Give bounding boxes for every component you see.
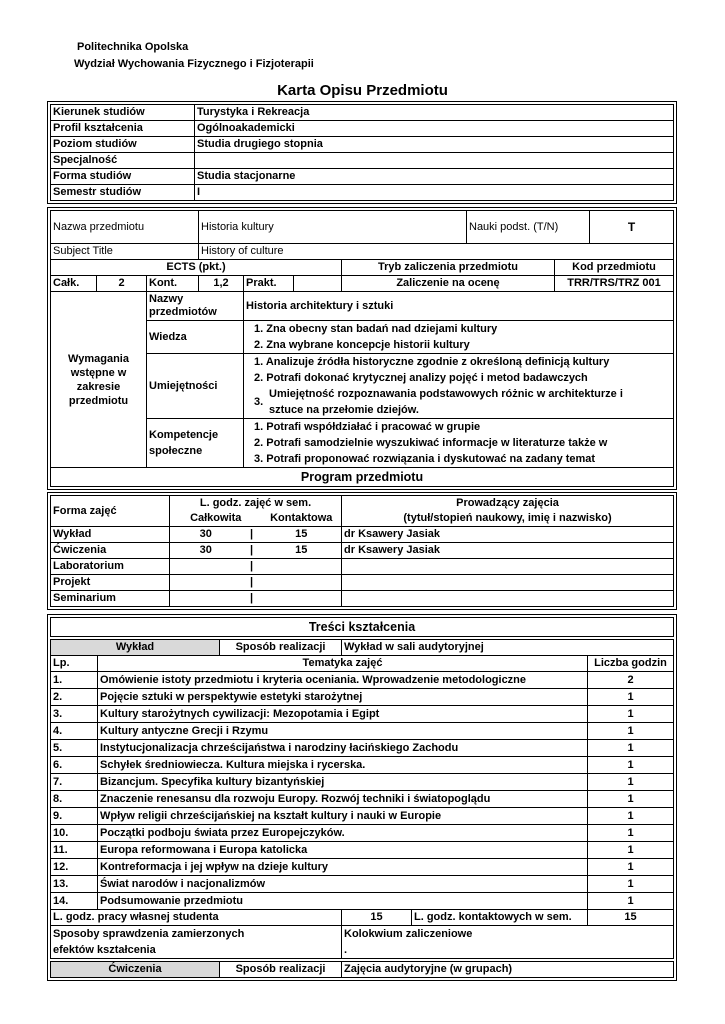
study-info-row [51, 169, 674, 185]
topic-title: Kultury antyczne Grecji i Rzymu [98, 723, 588, 740]
basic-science-value: T [590, 211, 674, 244]
lecture-method-label: Sposób realizacji [220, 640, 342, 656]
col-lp: Lp. [51, 656, 98, 672]
study-info-value: I [195, 185, 674, 201]
prereq-skills-label: Umiejętności [147, 354, 244, 419]
topic-lp: 5. [51, 740, 98, 757]
forms-row-total [170, 575, 242, 591]
prereq-skills-list [244, 354, 674, 419]
faculty-name: Wydział Wychowania Fizycznego i Fizjoterapii [74, 58, 314, 70]
study-info-row [51, 185, 674, 201]
forms-row-total: 30 [170, 527, 242, 543]
ects-cont-label: Kont. [147, 276, 199, 292]
topic-title: Kultury starożytnych cywilizacji: Mezopotamia i Egipt [98, 706, 588, 723]
topic-hours: 1 [588, 842, 674, 859]
verify-value-line: Kolokwium zaliczeniowe [344, 928, 473, 940]
topic-title: Kontreformacja i jej wpływ na dzieje kultury [98, 859, 588, 876]
prereq-label: Wymagania wstępne w zakresie przedmiotu [51, 292, 147, 468]
forms-row-teacher [342, 575, 674, 591]
exercises-method-value: Zajęcia audytoryjne (w grupach) [342, 962, 674, 978]
study-info-table [50, 104, 674, 201]
study-info-label: Poziom studiów [51, 137, 195, 153]
document-title: Karta Opisu Przedmiotu [277, 82, 448, 99]
col-hours: Liczba godzin [588, 656, 674, 672]
topic-row [51, 757, 674, 774]
content-table [50, 617, 674, 978]
topic-title: Pojęcie sztuki w perspektywie estetyki starożytnej [98, 689, 588, 706]
social-item: 1. Potrafi współdziałać i pracować w grupie [254, 421, 481, 433]
subject-section [47, 207, 677, 490]
col-topic: Tematyka zajęć [98, 656, 588, 672]
forms-row-total: 30 [170, 543, 242, 559]
topic-hours: 1 [588, 723, 674, 740]
topic-lp: 1. [51, 672, 98, 689]
topic-lp: 14. [51, 893, 98, 910]
verify-value-line: . [344, 944, 348, 956]
topic-lp: 11. [51, 842, 98, 859]
topic-hours: 1 [588, 757, 674, 774]
forms-row-teacher: dr Ksawery Jasiak [342, 543, 674, 559]
subject-name-label: Nazwa przedmiotu [51, 211, 199, 244]
ects-header: ECTS (pkt.) [51, 260, 342, 276]
topic-title: Schyłek średniowiecza. Kultura miejska i rycerska. [98, 757, 588, 774]
subject-name-value: Historia kultury [199, 211, 467, 244]
forms-row-separator: | [242, 543, 262, 559]
topic-hours: 1 [588, 808, 674, 825]
social-item: 2. Potrafi samodzielnie wyszukiwać informacje w literaturze także w [254, 437, 608, 449]
topic-row [51, 876, 674, 893]
topic-hours: 1 [588, 825, 674, 842]
topic-title: Europa reformowana i Europa katolicka [98, 842, 588, 859]
exercises-method-label: Sposób realizacji [220, 962, 342, 978]
topic-row [51, 740, 674, 757]
forms-row-form: Laboratorium [51, 559, 170, 575]
study-info-label: Profil kształcenia [51, 121, 195, 137]
forms-col-total: Całkowita [170, 511, 262, 527]
program-title: Program przedmiotu [51, 468, 674, 487]
forms-row-separator: | [242, 559, 262, 575]
study-info-section [47, 101, 677, 204]
forms-col-hours: L. godz. zajęć w sem. [170, 496, 342, 512]
topic-title: Świat narodów i nacjonalizmów [98, 876, 588, 893]
forms-row [51, 543, 674, 559]
content-section [47, 614, 677, 981]
topic-row [51, 774, 674, 791]
forms-row [51, 527, 674, 543]
subject-title-label: Subject Title [51, 244, 199, 260]
university-name: Politechnika Opolska [77, 41, 189, 53]
study-info-label: Kierunek studiów [51, 105, 195, 121]
self-work-label: L. godz. pracy własnej studenta [51, 910, 342, 926]
topic-row [51, 808, 674, 825]
topic-hours: 1 [588, 859, 674, 876]
skill-item: 1. Analizuje źródła historyczne zgodnie z określoną definicją kultury [254, 356, 610, 368]
self-work-value: 15 [342, 910, 412, 926]
topic-title: Omówienie istoty przedmiotu i kryteria oceniania. Wprowadzenie metodologiczne [98, 672, 588, 689]
knowledge-item: 1. Zna obecny stan badań nad dziejami kultury [254, 323, 498, 335]
forms-row-form: Ćwiczenia [51, 543, 170, 559]
forms-section [47, 492, 677, 610]
topic-row [51, 859, 674, 876]
social-item: 3. Potrafi proponować rozwiązania i dyskutować na zadany temat [254, 453, 596, 465]
prereq-names-label: Nazwy przedmiotów [147, 292, 244, 321]
topic-hours: 1 [588, 791, 674, 808]
topic-row [51, 893, 674, 910]
exercises-label: Ćwiczenia [51, 962, 220, 978]
topic-title: Instytucjonalizacja chrześcijaństwa i narodziny łacińskiego Zachodu [98, 740, 588, 757]
prereq-knowledge-list [244, 321, 674, 354]
topic-title: Bizancjum. Specyfika kultury bizantyńskiej [98, 774, 588, 791]
prereq-social-label: Kompetencje społeczne [147, 419, 244, 468]
topic-lp: 13. [51, 876, 98, 893]
forms-row [51, 591, 674, 607]
code-header: Kod przedmiotu [555, 260, 674, 276]
verify-value [342, 926, 674, 959]
topic-row [51, 672, 674, 689]
forms-row-separator: | [242, 591, 262, 607]
forms-row-contact: 15 [262, 543, 342, 559]
topic-hours: 1 [588, 774, 674, 791]
topic-title: Początki podboju świata przez Europejczyków. [98, 825, 588, 842]
prereq-knowledge-label: Wiedza [147, 321, 244, 354]
forms-row-contact: 15 [262, 527, 342, 543]
verify-label-line: Sposoby sprawdzenia zamierzonych [53, 928, 245, 940]
skill-item-number: 3. [254, 396, 264, 408]
ects-total-value: 2 [97, 276, 147, 292]
topic-lp: 8. [51, 791, 98, 808]
topic-lp: 6. [51, 757, 98, 774]
ects-cont-value: 1,2 [199, 276, 244, 292]
forms-row-separator: | [242, 575, 262, 591]
topic-row [51, 842, 674, 859]
forms-row-total [170, 591, 242, 607]
code-value: TRR/TRS/TRZ 001 [555, 276, 674, 292]
topic-lp: 10. [51, 825, 98, 842]
ects-prakt-label: Prakt. [244, 276, 294, 292]
ects-total-label: Całk. [51, 276, 97, 292]
topic-hours: 1 [588, 893, 674, 910]
forms-row-form: Projekt [51, 575, 170, 591]
forms-col-teacher-sub: (tytuł/stopień naukowy, imię i nazwisko) [342, 511, 674, 527]
study-info-row [51, 105, 674, 121]
skill-item-text: Umiejętność rozpoznawania podstawowych różnic w architekturze i [269, 388, 623, 400]
topic-hours: 1 [588, 689, 674, 706]
prereq-table [50, 291, 674, 487]
basic-science-label: Nauki podst. (T/N) [467, 211, 590, 244]
topic-title: Wpływ religii chrześcijańskiej na kształt kultury i nauki w Europie [98, 808, 588, 825]
forms-row-form: Seminarium [51, 591, 170, 607]
study-info-value: Turystyka i Rekreacja [195, 105, 674, 121]
verify-label [51, 926, 342, 959]
study-info-label: Forma studiów [51, 169, 195, 185]
skill-item-text: sztuce na przełomie dziejów. [269, 404, 419, 416]
topic-lp: 4. [51, 723, 98, 740]
lecture-label: Wykład [51, 640, 220, 656]
prereq-social-list [244, 419, 674, 468]
lecture-method-value: Wykład w sali audytoryjnej [342, 640, 674, 656]
forms-col-teacher: Prowadzący zajęcia [342, 496, 674, 512]
topic-row [51, 706, 674, 723]
topic-hours: 2 [588, 672, 674, 689]
content-title: Treści kształcenia [51, 618, 674, 637]
forms-row-contact [262, 575, 342, 591]
topic-lp: 9. [51, 808, 98, 825]
forms-row-teacher: dr Ksawery Jasiak [342, 527, 674, 543]
topic-row [51, 791, 674, 808]
verify-label-line: efektów kształcenia [53, 944, 156, 956]
knowledge-item: 2. Zna wybrane koncepcje historii kultury [254, 339, 470, 351]
forms-row-contact [262, 559, 342, 575]
forms-row-form: Wykład [51, 527, 170, 543]
prereq-names-value: Historia architektury i sztuki [244, 292, 674, 321]
study-info-value: Studia drugiego stopnia [195, 137, 674, 153]
topic-lp: 3. [51, 706, 98, 723]
topic-hours: 1 [588, 876, 674, 893]
study-info-row [51, 137, 674, 153]
forms-row-teacher [342, 559, 674, 575]
topic-hours: 1 [588, 740, 674, 757]
forms-row-total [170, 559, 242, 575]
topic-lp: 12. [51, 859, 98, 876]
forms-row [51, 559, 674, 575]
study-info-label: Semestr studiów [51, 185, 195, 201]
skill-item-3 [254, 386, 671, 418]
forms-col-contact: Kontaktowa [262, 511, 342, 527]
study-info-value: Ogólnoakademicki [195, 121, 674, 137]
forms-col-form: Forma zajęć [51, 496, 170, 527]
study-info-value [195, 153, 674, 169]
topic-row [51, 825, 674, 842]
topic-row [51, 689, 674, 706]
forms-row-teacher [342, 591, 674, 607]
study-info-label: Specjalność [51, 153, 195, 169]
forms-row [51, 575, 674, 591]
ects-prakt-value [294, 276, 342, 292]
subject-table [50, 210, 674, 292]
forms-table [50, 495, 674, 607]
topic-row [51, 723, 674, 740]
mode-header: Tryb zaliczenia przedmiotu [342, 260, 555, 276]
topic-title: Znaczenie renesansu dla rozwoju Europy. Rozwój techniki i światopoglądu [98, 791, 588, 808]
subject-title-value: History of culture [199, 244, 674, 260]
contact-hours-label: L. godz. kontaktowych w sem. [412, 910, 588, 926]
mode-value: Zaliczenie na ocenę [342, 276, 555, 292]
contact-hours-value: 15 [588, 910, 674, 926]
topic-hours: 1 [588, 706, 674, 723]
forms-row-contact [262, 591, 342, 607]
topic-lp: 7. [51, 774, 98, 791]
skill-item: 2. Potrafi dokonać krytycznej analizy pojęć i metod badawczych [254, 372, 588, 384]
forms-row-separator: | [242, 527, 262, 543]
study-info-value: Studia stacjonarne [195, 169, 674, 185]
topic-title: Podsumowanie przedmiotu [98, 893, 588, 910]
study-info-row [51, 121, 674, 137]
study-info-row [51, 153, 674, 169]
topic-lp: 2. [51, 689, 98, 706]
